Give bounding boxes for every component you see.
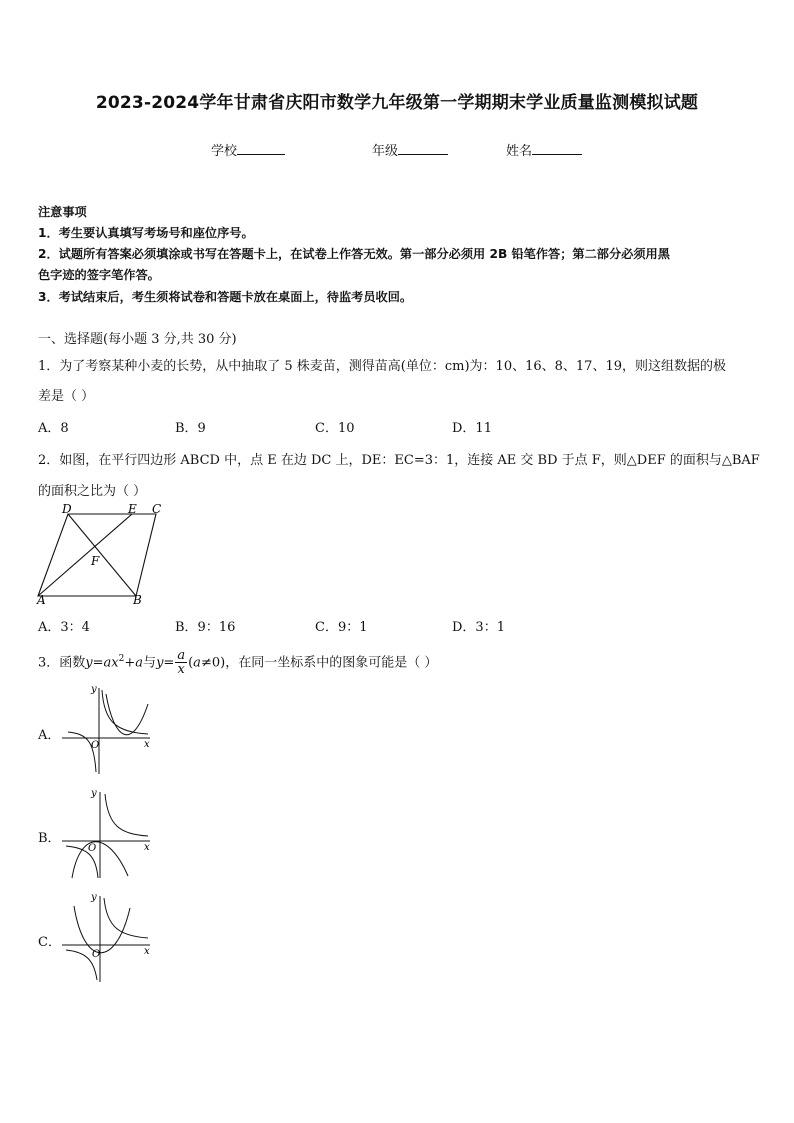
parabola-up (74, 906, 130, 953)
origin-label: O (88, 843, 97, 854)
hyperbola-branch-right (102, 690, 148, 734)
grade-field (372, 140, 448, 159)
q3-fraction (175, 649, 187, 677)
origin-label: O (92, 949, 101, 960)
notice-item-1: 1．考生要认真填写考场号和座位序号。 (38, 226, 254, 240)
q2-option-a[interactable]: A．3：4 (38, 620, 90, 635)
name-blank[interactable] (532, 142, 582, 155)
x-label: x (144, 842, 150, 853)
x-label: x (144, 739, 150, 750)
q3-ax: ax (103, 655, 119, 671)
label-f: F (91, 554, 100, 568)
q3-eq1: = (92, 655, 104, 671)
q1-line2: 差是（ ） (38, 389, 95, 404)
q3-plus: + (124, 655, 136, 671)
q3-cond-a: a (193, 655, 201, 671)
label-a: A (37, 593, 46, 607)
q3-cond-zero: 0 (211, 655, 221, 671)
notice-item-3: 3．考试结束后，考生须将试卷和答题卡放在桌面上，待监考员收回。 (38, 290, 413, 304)
notice-item-2: 2．试题所有答案必须填涂或书写在答题卡上，在试卷上作答无效。第一部分必须用 2B 铅笔作答；第二部分必须用黑 (38, 247, 670, 261)
q3-option-a[interactable]: A． (38, 728, 61, 743)
q3-cond-open: ( (188, 655, 194, 671)
q2-line2: 的面积之比为（ ） (38, 484, 147, 499)
label-d: D (62, 502, 72, 516)
notice-heading: 注意事项 (38, 205, 87, 219)
q3-suffix: ，在同一坐标系中的图象可能是（ ） (225, 655, 438, 671)
q3-graph-a[interactable] (58, 682, 158, 778)
q3-cond-close: ) (220, 655, 226, 671)
segment-ae (38, 514, 132, 596)
q3-y2: y (156, 655, 164, 671)
q3-graph-c[interactable] (58, 890, 158, 986)
q1-option-c[interactable]: C．10 (315, 421, 355, 436)
label-c: C (152, 502, 162, 516)
grade-blank[interactable] (398, 142, 448, 155)
q3-y1: y (85, 655, 93, 671)
section-heading: 一、选择题(每小题 3 分,共 30 分) (38, 332, 237, 347)
q3-a: a (135, 655, 144, 671)
q3-option-b[interactable]: B． (38, 831, 61, 846)
y-label: y (91, 892, 97, 903)
parabola-up (106, 694, 148, 735)
y-label: y (91, 788, 97, 799)
q2-option-c[interactable]: C．9：1 (315, 620, 368, 635)
grade-label: 年级 (372, 144, 399, 159)
page-title: 2023-2024学年甘肃省庆阳市数学九年级第一学期期末学业质量监测模拟试题 (95, 93, 699, 113)
q3-denominator: x (177, 662, 185, 678)
name-field (506, 140, 582, 159)
hyperbola-branch-right (105, 794, 148, 836)
q2-option-b[interactable]: B．9：16 (175, 620, 236, 635)
q3-eq2: = (163, 655, 175, 671)
q3-cond-ne: ≠ (200, 655, 212, 671)
q3-stem (38, 643, 437, 679)
q3-square: 2 (118, 654, 125, 664)
notice-item-2-cont: 色字迹的签字笔作答。 (38, 268, 160, 282)
name-label: 姓名 (506, 144, 533, 159)
label-b: B (133, 593, 142, 607)
q3-numerator: a (177, 647, 186, 663)
q2-option-d[interactable]: D．3：1 (452, 620, 505, 635)
q3-prefix: 3．函数 (38, 655, 86, 671)
y-label: y (91, 684, 97, 695)
school-field (211, 140, 285, 159)
q3-and: 与 (143, 655, 157, 671)
school-blank[interactable] (237, 142, 285, 155)
q1-option-d[interactable]: D．11 (452, 421, 492, 436)
q3-option-c[interactable]: C． (38, 935, 61, 950)
q3-graph-b[interactable] (58, 786, 158, 882)
q2-line1: 2．如图，在平行四边形 ABCD 中，点 E 在边 DC 上，DE：EC=3：1，连接 AE 交 BD 于点 F，则△DEF 的面积与△BAF (38, 453, 760, 468)
q1-line1: 1．为了考察某种小麦的长势，从中抽取了 5 株麦苗，测得苗高(单位：cm)为：10、16、8、17、19，则这组数据的极 (38, 359, 726, 374)
parallelogram-figure (30, 500, 170, 608)
q1-option-a[interactable]: A．8 (38, 421, 69, 436)
x-label: x (144, 946, 150, 957)
hyperbola-branch-right (104, 898, 148, 938)
origin-label: O (91, 740, 100, 751)
q1-option-b[interactable]: B．9 (175, 421, 206, 436)
label-e: E (128, 502, 137, 516)
segment-bd (68, 514, 136, 596)
school-label: 学校 (211, 144, 238, 159)
